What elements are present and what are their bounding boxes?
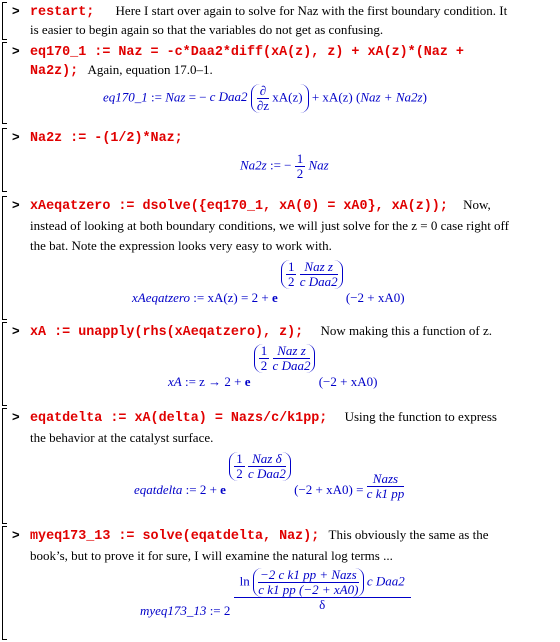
exponent-group: $\frac{1}{2}$ $\frac{\text{Naz z}}{\text{c Daa2}}$ [281, 260, 343, 289]
input-line[interactable] [30, 407, 550, 428]
input-line[interactable] [30, 321, 550, 342]
input-prompt: > [12, 129, 20, 144]
comment-text: Using the function to express [344, 409, 497, 424]
group-bracket[interactable] [2, 322, 7, 406]
comment-text: is easier to begin again so that the variables do not get as confusing. [30, 22, 384, 37]
command-text[interactable]: restart; [30, 5, 95, 20]
exponent-group: $\frac{1}{2}$ $\frac{\text{Naz δ}}{\text{c Daa2}}$ [229, 452, 291, 481]
execution-group-na2z[interactable] [0, 128, 560, 192]
group-bracket[interactable] [2, 196, 7, 320]
comment-text: Now, [463, 197, 491, 212]
input-line[interactable] [30, 41, 550, 62]
input-line[interactable] [30, 60, 550, 81]
group-bracket[interactable] [2, 526, 7, 640]
execution-group-restart[interactable] [0, 2, 560, 40]
exponent-group: $\frac{1}{2}$ $\frac{\text{Naz z}}{\text{c Daa2}}$ [254, 344, 316, 373]
group-bracket[interactable] [2, 42, 7, 124]
output-equation: xAeqatzero := xA(z) = 2 + e $\frac{1}{2}$ $\frac{\text{Naz z}}{\text{c Daa2}}$ (−2 + xA0) [132, 259, 405, 305]
derivative-group: $\frac{\partial}{\partial z}$ xA(z) [251, 84, 309, 113]
comment-text: This obviously the same as the [328, 527, 489, 542]
input-prompt: > [12, 43, 20, 58]
command-text[interactable]: myeq173_13 := solve(eqatdelta, Naz); [30, 529, 320, 544]
execution-group-eq170-1[interactable] [0, 42, 560, 124]
input-line[interactable] [30, 1, 550, 22]
input-line[interactable] [30, 525, 550, 546]
input-prompt: > [12, 3, 20, 18]
input-prompt: > [12, 527, 20, 542]
comment-text: book’s, but to prove it for sure, I will examine the natural log terms ... [30, 548, 393, 563]
output-equation: eq170_1 := Naz = − c Daa2 $\frac{\partial}{\partial z}$ xA(z) + xA(z) (Naz + Na2z) [103, 83, 427, 113]
group-bracket[interactable] [2, 408, 7, 524]
command-text[interactable]: xA := unapply(rhs(xAeqatzero), z); [30, 325, 304, 340]
comment-text: the bat. Note the expression looks very easy to work with. [30, 238, 332, 253]
comment-text: Now making this a function of z. [320, 323, 492, 338]
comment-text: Here I start over again to solve for Naz with the first boundary condition. It [115, 3, 508, 18]
output-equation: Na2z := − $\frac{1}{2}$ Naz [240, 151, 329, 181]
execution-group-eqatdelta[interactable] [0, 408, 560, 524]
comment-text: the behavior at the catalyst surface. [30, 430, 214, 445]
execution-group-solve[interactable] [0, 526, 560, 640]
comment-text: instead of looking at both boundary conditions, we will just solve for the z = 0 case right off [30, 218, 509, 233]
input-line[interactable] [30, 195, 550, 216]
group-bracket[interactable] [2, 2, 7, 40]
command-text[interactable]: Na2z); [30, 64, 79, 79]
execution-group-unapply[interactable] [0, 322, 560, 406]
output-equation: eqatdelta := 2 + e $\frac{1}{2}$ $\frac{\text{Naz δ}}{\text{c Daa2}}$ (−2 + xA0) = $\frac{\text{Nazs}}{\text{c k1 pp}}$ [134, 451, 405, 501]
outer-fraction: ln $\frac{\text{−2 c k1 pp + Nazs}}{\text{c k1 pp (−2 + xA0)}}$ c Daa2 δ [234, 568, 411, 612]
command-text[interactable]: eq170_1 := Naz = -c*Daa2*diff(xA(z), z) + xA(z)*(Naz + [30, 45, 464, 60]
command-text[interactable]: eqatdelta := xA(delta) = Nazs/c/k1pp; [30, 411, 328, 426]
output-equation: myeq173_13 := 2 ln $\frac{\text{−2 c k1 pp + Nazs}}{\text{c k1 pp (−2 + xA0)}}$ c Daa2 δ [140, 568, 411, 619]
input-prompt: > [12, 197, 20, 212]
command-text[interactable]: Na2z := -(1/2)*Naz; [30, 131, 183, 146]
input-prompt: > [12, 409, 20, 424]
execution-group-dsolve[interactable] [0, 196, 560, 320]
command-text[interactable]: xAeqatzero := dsolve({eq170_1, xA(0) = xA0}, xA(z)); [30, 199, 448, 214]
comment-text: Again, equation 17.0–1. [87, 62, 213, 77]
input-line[interactable] [30, 127, 550, 148]
group-bracket[interactable] [2, 128, 7, 192]
output-equation: xA := z → 2 + e $\frac{1}{2}$ $\frac{\text{Naz z}}{\text{c Daa2}}$ (−2 + xA0) [168, 343, 378, 389]
input-prompt: > [12, 323, 20, 338]
